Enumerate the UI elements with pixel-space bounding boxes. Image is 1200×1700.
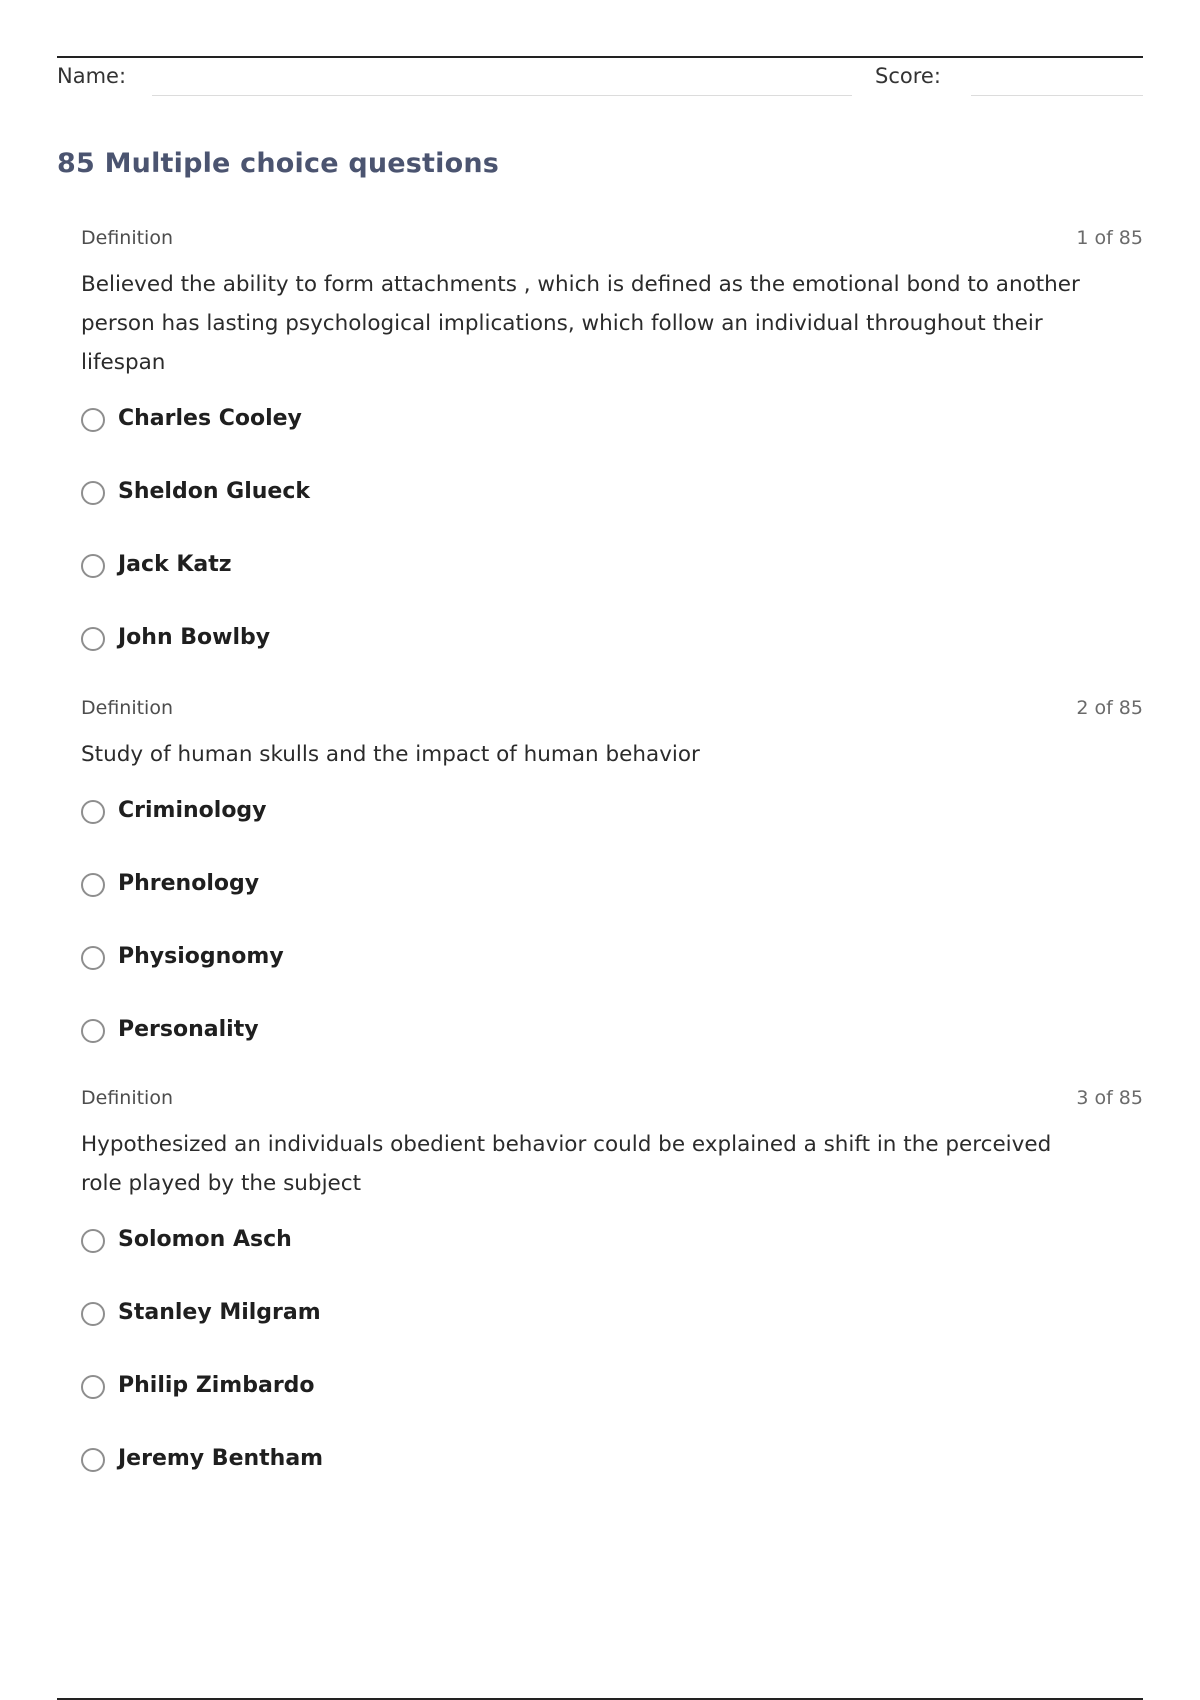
radio-button[interactable] bbox=[81, 554, 105, 578]
answer-label: Solomon Asch bbox=[118, 1227, 292, 1252]
answer-option[interactable] bbox=[81, 1284, 1143, 1357]
answer-option[interactable] bbox=[81, 928, 1143, 1001]
answer-label: Criminology bbox=[118, 798, 267, 823]
answer-option[interactable] bbox=[81, 855, 1143, 928]
answer-options bbox=[81, 782, 1143, 1074]
answer-option[interactable] bbox=[81, 536, 1143, 609]
radio-button[interactable] bbox=[81, 800, 105, 824]
radio-button[interactable] bbox=[81, 481, 105, 505]
name-label: Name: bbox=[57, 64, 127, 88]
answer-options bbox=[81, 1211, 1143, 1503]
question-text: Hypothesized an individuals obedient behavior could be explained a shift in the perceived role played by the subject bbox=[81, 1132, 1052, 1196]
worksheet-header bbox=[57, 62, 1143, 98]
answer-option[interactable] bbox=[81, 609, 1143, 682]
radio-button[interactable] bbox=[81, 1229, 105, 1253]
radio-button[interactable] bbox=[81, 1302, 105, 1326]
answer-label: Sheldon Glueck bbox=[118, 479, 311, 504]
score-label: Score: bbox=[875, 64, 941, 88]
question-counter: 2 of 85 bbox=[1076, 697, 1143, 719]
radio-button[interactable] bbox=[81, 408, 105, 432]
answer-option[interactable] bbox=[81, 1001, 1143, 1074]
answer-label: John Bowlby bbox=[118, 625, 271, 650]
answer-option[interactable] bbox=[81, 782, 1143, 855]
question-meta bbox=[81, 227, 1143, 253]
answer-label: Charles Cooley bbox=[118, 406, 302, 431]
answer-label: Jeremy Bentham bbox=[118, 1446, 324, 1471]
answer-label: Physiognomy bbox=[118, 944, 284, 969]
question-2 bbox=[81, 697, 1143, 1074]
answer-option[interactable] bbox=[81, 1357, 1143, 1430]
question-counter: 3 of 85 bbox=[1076, 1087, 1143, 1109]
question-meta bbox=[81, 697, 1143, 723]
radio-button[interactable] bbox=[81, 1448, 105, 1472]
answer-label: Philip Zimbardo bbox=[118, 1373, 315, 1398]
question-meta bbox=[81, 1087, 1143, 1113]
radio-button[interactable] bbox=[81, 1019, 105, 1043]
radio-button[interactable] bbox=[81, 946, 105, 970]
answer-label: Personality bbox=[118, 1017, 259, 1042]
question-1 bbox=[81, 227, 1143, 682]
answer-label: Jack Katz bbox=[118, 552, 232, 577]
question-3 bbox=[81, 1087, 1143, 1503]
radio-button[interactable] bbox=[81, 873, 105, 897]
answer-options bbox=[81, 390, 1143, 682]
answer-option[interactable] bbox=[81, 463, 1143, 536]
question-type: Definition bbox=[81, 1087, 174, 1109]
page-title: 85 Multiple choice questions bbox=[57, 148, 500, 179]
question-type: Definition bbox=[81, 697, 174, 719]
answer-option[interactable] bbox=[81, 390, 1143, 463]
question-text: Study of human skulls and the impact of human behavior bbox=[81, 742, 700, 767]
score-field[interactable] bbox=[971, 95, 1143, 96]
name-field[interactable] bbox=[152, 95, 852, 96]
answer-label: Stanley Milgram bbox=[118, 1300, 321, 1325]
answer-option[interactable] bbox=[81, 1430, 1143, 1503]
radio-button[interactable] bbox=[81, 627, 105, 651]
top-rule bbox=[57, 56, 1143, 58]
answer-label: Phrenology bbox=[118, 871, 260, 896]
answer-option[interactable] bbox=[81, 1211, 1143, 1284]
radio-button[interactable] bbox=[81, 1375, 105, 1399]
question-type: Definition bbox=[81, 227, 174, 249]
question-text: Believed the ability to form attachments , which is defined as the emotional bond to another person has lasting psychological implications, which follow an individual throughout their lifespan bbox=[81, 272, 1080, 375]
question-counter: 1 of 85 bbox=[1076, 227, 1143, 249]
